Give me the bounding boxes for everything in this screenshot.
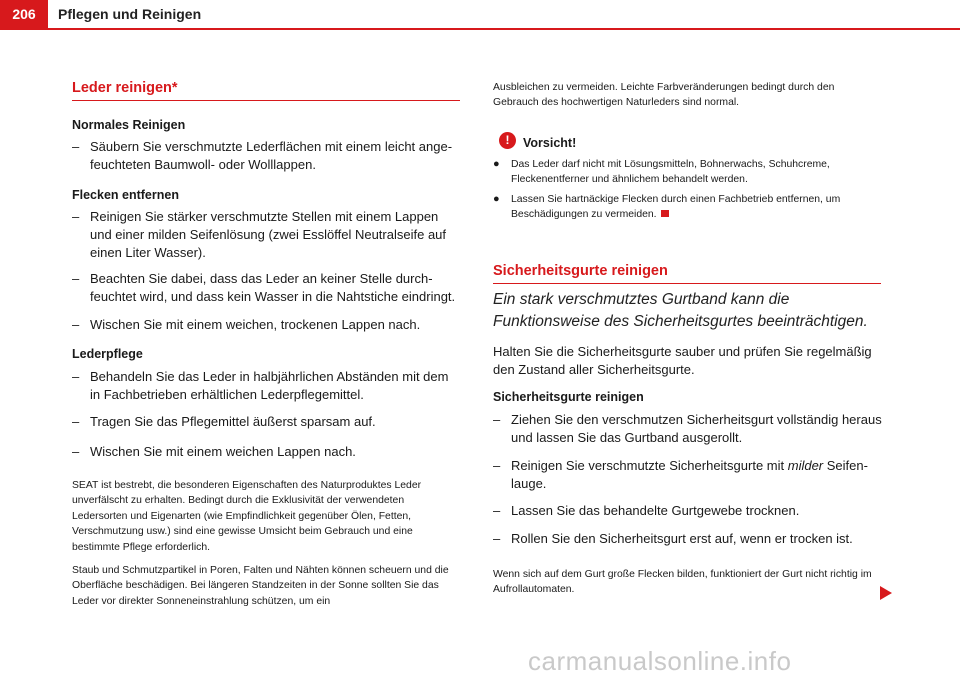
page-header (0, 0, 960, 34)
page-number: 206 (0, 0, 48, 29)
note-paragraph: Wenn sich auf dem Gurt große Flecken bilden, funktioniert der Gurt nicht richtig im Aufrollautomaten. (493, 569, 872, 596)
list-item: – Behandeln Sie das Leder in halbjährlichen Abständen mit dem in Fachbetrieben erhältlichen Lederpflegemittel. (72, 369, 449, 402)
watermark: carmanualsonline.info (528, 646, 792, 676)
list-item: – Beachten Sie dabei, dass das Leder an keiner Stelle durch-feuchtet wird, und dass kein Wasser in die Nahtstiche eindringt. (72, 271, 456, 304)
section-title-belts: Sicherheitsgurte reinigen (493, 263, 881, 284)
intro-text: Ein stark verschmutztes Gurtband kann die Funktionsweise des Sicherheitsgurtes beeinträchtigen. (493, 291, 868, 330)
caution-item: ● Lassen Sie hartnäckige Flecken durch einen Fachbetrieb entfernen, um Beschädigungen zu vermeiden. (493, 193, 841, 221)
subheading-belts: Sicherheitsgurte reinigen (493, 390, 644, 404)
note-paragraph: SEAT ist bestrebt, die besonderen Eigenschaften des Naturproduktes Leder unverfälscht zu erhalten. Bedingt durch die Exklusivität der verwendeten Ledersorten und Eigenarten (wie Empfindlichkeit gegenüber Ölen, Fetten, Verschmutzung usw.) sind eine gewisse Umsicht beim Gebrauch und eine bestimmte Pflege erforderlich. (72, 480, 422, 553)
end-marker-icon (661, 210, 669, 217)
emphasis-text: milder (787, 458, 824, 473)
note-paragraph: Staub und Schmutzpartikel in Poren, Falten und Nähten können scheuern und die Oberfläche beschädigen. Bei längeren Standzeiten in der Sonne sollten Sie das Leder vor direkter Sonneneinstrahlung schützen, um ein (72, 565, 449, 607)
subheading-normal: Normales Reinigen (72, 118, 186, 132)
subheading-stains: Flecken entfernen (72, 188, 179, 202)
warning-icon: ! (499, 132, 516, 149)
list-item: – Wischen Sie mit einem weichen Lappen nach. (72, 444, 356, 459)
next-page-arrow-icon (880, 586, 892, 600)
continuation-paragraph: Ausbleichen zu vermeiden. Leichte Farbveränderungen bedingt durch den Gebrauch des hochwertigen Naturleders sind normal. (493, 82, 835, 109)
body-paragraph: Halten Sie die Sicherheitsgurte sauber und prüfen Sie regelmäßig den Zustand aller Sicherheitsgurte. (493, 344, 872, 377)
section-title-leather: Leder reinigen* (72, 80, 460, 101)
subheading-care: Lederpflege (72, 347, 143, 361)
caution-title: Vorsicht! (523, 136, 577, 150)
list-item: – Wischen Sie mit einem weichen, trockenen Lappen nach. (72, 317, 421, 332)
header-rule (0, 28, 960, 30)
list-item: – Lassen Sie das behandelte Gurtgewebe trocknen. (493, 503, 800, 518)
list-item: – Reinigen Sie verschmutzte Sicherheitsgurte mit milder Seifen-lauge. (493, 458, 868, 491)
list-item: – Reinigen Sie stärker verschmutzte Stellen mit einem Lappen und einer milden Seifenlösung (zwei Esslöffel Neutralseife auf einen Liter Wasser). (72, 209, 447, 260)
caution-item: ● Das Leder darf nicht mit Lösungsmitteln, Bohnerwachs, Schuhcreme, Fleckenentferner und ähnlichem behandelt werden. (493, 158, 830, 186)
running-title: Pflegen und Reinigen (58, 6, 202, 22)
list-item: – Rollen Sie den Sicherheitsgurt erst auf, wenn er trocken ist. (493, 531, 853, 546)
list-item: – Ziehen Sie den verschmutzen Sicherheitsgurt vollständig heraus und lassen Sie das Gurtband ausgerollt. (493, 412, 882, 445)
list-item: – Säubern Sie verschmutzte Lederflächen mit einem leicht ange-feuchteten Baumwoll- oder Wolllappen. (72, 139, 453, 172)
list-item: – Tragen Sie das Pflegemittel äußerst sparsam auf. (72, 414, 376, 429)
